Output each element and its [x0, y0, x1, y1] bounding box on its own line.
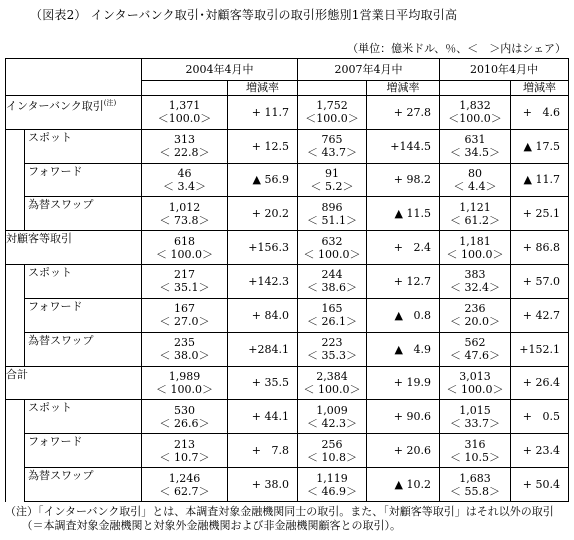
- table-row: [6, 95, 569, 129]
- amount-share-cell: [298, 265, 367, 299]
- amount-share-cell: [142, 95, 228, 129]
- change-rate-value: + 44.1: [228, 400, 298, 434]
- amount-value: 2,384: [316, 369, 348, 383]
- amount-value: 1,832: [459, 99, 491, 113]
- change-rate-value: +142.3: [228, 265, 298, 299]
- change-rate-value: + 84.0: [228, 298, 298, 332]
- share-value: ＜ 100.0＞: [156, 247, 213, 261]
- share-value: ＜ 47.6＞: [450, 349, 500, 363]
- header-blank-2007: [298, 80, 367, 95]
- footnote-line-2: （＝本調査対象金融機関と対象外金融機関および非金融機関顧客との取引）。: [5, 519, 401, 532]
- amount-share-cell: [440, 332, 511, 366]
- row-label: 為替スワップ: [28, 469, 94, 483]
- amount-share-cell: [440, 163, 511, 197]
- amount-value: 618: [174, 234, 195, 248]
- share-value: ＜ 73.8＞: [159, 213, 210, 227]
- amount-share-cell: [298, 366, 367, 400]
- change-rate-value: + 20.2: [228, 197, 298, 231]
- amount-share-cell: [142, 400, 228, 434]
- amount-share-cell: [142, 197, 228, 231]
- indent-spacer: [6, 265, 25, 366]
- amount-share-cell: [142, 231, 228, 265]
- amount-value: 256: [321, 437, 343, 451]
- table-row: [6, 197, 569, 231]
- amount-share-cell: [440, 434, 511, 468]
- row-label-cell: [25, 298, 142, 332]
- amount-share-cell: [440, 400, 511, 434]
- amount-share-cell: [298, 332, 367, 366]
- change-rate-value: ▲ 10.2: [367, 468, 440, 502]
- row-label: 為替スワップ: [28, 333, 94, 347]
- header-change-2004: 増減率: [228, 80, 298, 95]
- transaction-volume-table: [5, 58, 569, 502]
- amount-share-cell: [440, 298, 511, 332]
- change-rate-value: + 42.7: [511, 298, 569, 332]
- row-label-text: 対顧客等取引: [6, 232, 72, 246]
- amount-value: 244: [321, 268, 343, 282]
- row-label-cell: [25, 129, 142, 163]
- change-rate-value: + 4.6: [511, 95, 569, 129]
- amount-value: 1,181: [459, 234, 491, 248]
- header-corner: [6, 59, 142, 96]
- table-row: [6, 231, 569, 265]
- header-change-2010: 増減率: [511, 80, 569, 95]
- share-value: ＜ 35.3＞: [307, 349, 357, 363]
- table-row: [6, 129, 569, 163]
- row-label-cell: [25, 197, 142, 231]
- row-label: スポット: [28, 130, 72, 144]
- amount-share-cell: [142, 366, 228, 400]
- amount-value: 1,012: [168, 200, 201, 214]
- share-value: ＜ 10.5＞: [450, 450, 500, 464]
- row-label-cell: [25, 468, 142, 502]
- row-label-cell: [6, 231, 142, 265]
- amount-value: 1,371: [168, 99, 201, 113]
- table-row: [6, 332, 569, 366]
- header-period-2007: 2007年4月中: [298, 59, 440, 81]
- row-label-text: 合計: [6, 367, 28, 381]
- amount-share-cell: [142, 434, 228, 468]
- change-rate-value: + 2.4: [367, 231, 440, 265]
- amount-value: 217: [174, 268, 195, 282]
- amount-value: 1,683: [459, 471, 491, 485]
- row-label-cell: [25, 163, 142, 197]
- amount-value: 1,246: [168, 471, 201, 485]
- share-value: ＜ 22.8＞: [159, 146, 210, 160]
- share-value: ＜ 51.1＞: [307, 213, 357, 227]
- amount-share-cell: [298, 129, 367, 163]
- change-rate-value: + 25.1: [511, 197, 569, 231]
- amount-share-cell: [298, 298, 367, 332]
- amount-value: 530: [174, 403, 195, 417]
- share-value: ＜ 20.0＞: [450, 315, 500, 329]
- share-value: ＜100.0＞: [305, 112, 359, 126]
- amount-value: 765: [321, 133, 343, 147]
- amount-share-cell: [142, 468, 228, 502]
- table-row: [6, 163, 569, 197]
- share-value: ＜ 27.0＞: [159, 315, 210, 329]
- change-rate-value: ▲ 11.5: [367, 197, 440, 231]
- row-label: [6, 231, 141, 245]
- table-row: [6, 265, 569, 299]
- amount-value: 236: [464, 302, 486, 316]
- change-rate-value: + 38.0: [228, 468, 298, 502]
- share-value: ＜ 100.0＞: [303, 247, 361, 261]
- row-label: 為替スワップ: [28, 198, 94, 212]
- amount-value: 235: [174, 336, 195, 350]
- table-row: [6, 298, 569, 332]
- change-rate-value: + 0.5: [511, 400, 569, 434]
- change-rate-value: + 11.7: [228, 95, 298, 129]
- share-value: ＜ 35.1＞: [159, 281, 210, 295]
- share-value: ＜ 38.0＞: [159, 349, 210, 363]
- amount-value: 631: [464, 133, 486, 147]
- amount-share-cell: [142, 163, 228, 197]
- row-label-cell: [6, 366, 142, 400]
- table-row: [6, 400, 569, 434]
- change-rate-value: + 35.5: [228, 366, 298, 400]
- amount-share-cell: [440, 95, 511, 129]
- row-label-cell: [25, 332, 142, 366]
- header-change-2007: 増減率: [367, 80, 440, 95]
- amount-share-cell: [298, 231, 367, 265]
- share-value: ＜ 33.7＞: [450, 416, 500, 430]
- share-value: ＜ 10.8＞: [307, 450, 357, 464]
- amount-share-cell: [142, 265, 228, 299]
- share-value: ＜ 10.7＞: [159, 450, 210, 464]
- amount-value: 1,752: [316, 99, 348, 113]
- amount-share-cell: [440, 366, 511, 400]
- table-row: [6, 468, 569, 502]
- header-period-2004: 2004年4月中: [142, 59, 298, 81]
- change-rate-value: ▲ 4.9: [367, 332, 440, 366]
- header-blank-2004: [142, 80, 228, 95]
- change-rate-value: + 50.4: [511, 468, 569, 502]
- change-rate-value: + 57.0: [511, 265, 569, 299]
- amount-share-cell: [298, 468, 367, 502]
- change-rate-value: + 12.5: [228, 129, 298, 163]
- amount-value: 80: [468, 166, 482, 180]
- amount-value: 1,989: [168, 369, 201, 383]
- change-rate-value: ▲ 56.9: [228, 163, 298, 197]
- change-rate-value: +284.1: [228, 332, 298, 366]
- row-label-cell: [6, 95, 142, 129]
- amount-value: 1,121: [459, 200, 491, 214]
- change-rate-value: + 7.8: [228, 434, 298, 468]
- row-label: フォワード: [28, 299, 83, 313]
- row-label: フォワード: [28, 164, 83, 178]
- change-rate-value: ▲ 17.5: [511, 129, 569, 163]
- share-value: ＜100.0＞: [157, 112, 212, 126]
- amount-share-cell: [298, 197, 367, 231]
- amount-value: 1,119: [316, 471, 348, 485]
- change-rate-value: +144.5: [367, 129, 440, 163]
- amount-value: 165: [321, 302, 343, 316]
- row-label-text: インターバンク取引: [6, 99, 104, 113]
- unit-note: （単位：億米ドル、％、＜ ＞内はシェア）: [347, 42, 566, 55]
- amount-share-cell: [298, 95, 367, 129]
- change-rate-value: + 90.6: [367, 400, 440, 434]
- amount-value: 562: [464, 336, 486, 350]
- change-rate-value: + 19.9: [367, 366, 440, 400]
- footnote: [5, 505, 570, 533]
- share-value: ＜ 3.4＞: [163, 179, 206, 193]
- amount-share-cell: [440, 129, 511, 163]
- amount-share-cell: [298, 163, 367, 197]
- amount-value: 896: [321, 200, 343, 214]
- change-rate-value: + 98.2: [367, 163, 440, 197]
- share-value: ＜ 43.7＞: [307, 146, 357, 160]
- header-blank-2010: [440, 80, 511, 95]
- amount-value: 383: [464, 268, 486, 282]
- change-rate-value: + 23.4: [511, 434, 569, 468]
- share-value: ＜ 5.2＞: [310, 179, 354, 193]
- table-row: [6, 366, 569, 400]
- share-value: ＜ 26.1＞: [307, 315, 357, 329]
- share-value: ＜ 42.3＞: [307, 416, 357, 430]
- change-rate-value: + 20.6: [367, 434, 440, 468]
- change-rate-value: + 26.4: [511, 366, 569, 400]
- row-label: スポット: [28, 266, 72, 280]
- share-value: ＜100.0＞: [448, 112, 502, 126]
- table-row: [6, 434, 569, 468]
- amount-value: 46: [177, 166, 192, 180]
- change-rate-value: + 86.8: [511, 231, 569, 265]
- change-rate-value: +152.1: [511, 332, 569, 366]
- amount-share-cell: [142, 332, 228, 366]
- share-value: ＜ 4.4＞: [453, 179, 497, 193]
- figure-title: （図表2） インターバンク取引･対顧客等取引の取引形態別1営業日平均取引高: [30, 8, 458, 22]
- header-period-2010: 2010年4月中: [440, 59, 569, 81]
- change-rate-value: + 27.8: [367, 95, 440, 129]
- amount-value: 316: [464, 437, 486, 451]
- share-value: ＜ 26.6＞: [159, 416, 210, 430]
- row-label: [6, 96, 141, 113]
- change-rate-value: + 12.7: [367, 265, 440, 299]
- amount-share-cell: [142, 298, 228, 332]
- share-value: ＜ 46.9＞: [307, 484, 357, 498]
- amount-value: 213: [174, 437, 195, 451]
- share-value: ＜ 38.6＞: [307, 281, 357, 295]
- amount-share-cell: [440, 265, 511, 299]
- share-value: ＜ 62.7＞: [159, 484, 210, 498]
- amount-value: 1,009: [316, 403, 348, 417]
- row-label-cell: [25, 265, 142, 299]
- footnote-line-1: （注）「インターバンク取引」とは、本調査対象金融機関同士の取引。また、「対顧客等取引」はそれ以外の取引: [5, 505, 554, 518]
- amount-share-cell: [440, 231, 511, 265]
- indent-spacer: [6, 400, 25, 502]
- row-label-cell: [25, 400, 142, 434]
- amount-share-cell: [440, 197, 511, 231]
- share-value: ＜ 100.0＞: [446, 382, 504, 396]
- share-value: ＜ 61.2＞: [450, 213, 500, 227]
- amount-share-cell: [142, 129, 228, 163]
- share-value: ＜ 32.4＞: [450, 281, 500, 295]
- change-rate-value: ▲ 0.8: [367, 298, 440, 332]
- change-rate-value: ▲ 11.7: [511, 163, 569, 197]
- row-label: フォワード: [28, 435, 83, 449]
- share-value: ＜ 100.0＞: [446, 247, 504, 261]
- header-row-periods: [6, 59, 569, 81]
- amount-value: 3,013: [459, 369, 491, 383]
- amount-value: 313: [174, 133, 195, 147]
- amount-value: 167: [174, 302, 195, 316]
- row-label: [6, 367, 141, 381]
- share-value: ＜ 34.5＞: [450, 146, 500, 160]
- amount-share-cell: [440, 468, 511, 502]
- amount-value: 632: [321, 234, 343, 248]
- amount-share-cell: [298, 434, 367, 468]
- amount-value: 91: [325, 166, 339, 180]
- share-value: ＜ 55.8＞: [450, 484, 500, 498]
- amount-value: 223: [321, 336, 343, 350]
- share-value: ＜ 100.0＞: [303, 382, 361, 396]
- indent-spacer: [6, 129, 25, 230]
- amount-share-cell: [298, 400, 367, 434]
- row-label: スポット: [28, 401, 72, 415]
- amount-value: 1,015: [459, 403, 491, 417]
- share-value: ＜ 100.0＞: [156, 382, 213, 396]
- row-label-cell: [25, 434, 142, 468]
- change-rate-value: +156.3: [228, 231, 298, 265]
- note-mark: (注): [103, 98, 117, 107]
